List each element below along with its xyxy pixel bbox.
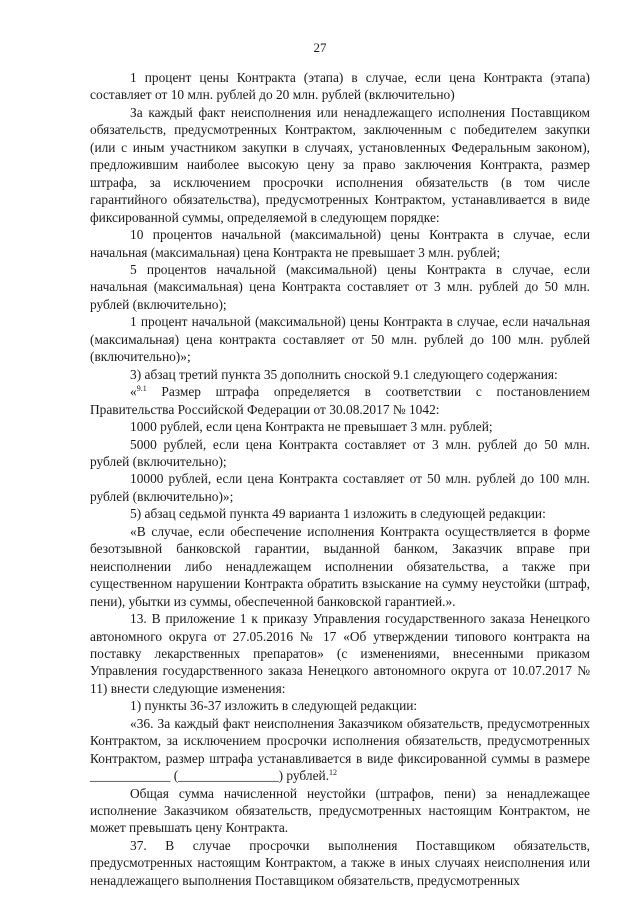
page-number: 27: [313, 40, 327, 55]
paragraph-15: «36. За каждый факт неисполнения Заказчиком обязательств, предусмотренных Контрактом, за исключением просрочки исполнения обязательств, предусмотренных Контрактом, размер штрафа устанавливается в виде фиксированной суммы в размере ____________ (_______________) рублей.$^{12}$: [90, 715, 590, 784]
paragraph-11: 5) абзац седьмой пункта 49 варианта 1 изложить в следующей редакции:: [130, 506, 546, 522]
paragraph-9: 5000 рублей, если цена Контракта составляет от 3 млн. рублей до 50 млн. рублей (включительно);: [90, 436, 590, 469]
paragraph-10: 10000 рублей, если цена Контракта составляет от 50 млн. рублей до 100 млн. рублей (включительно)»;: [90, 471, 590, 504]
paragraph-5: 1 процент начальной (максимальной) цены Контракта в случае, если начальная (максимальная) цена контракта составляет от 50 млн. рублей до 100 млн. рублей (включительно)»;: [90, 314, 590, 365]
paragraph-7: «$^{9.1}$ Размер штрафа определяется в соответствии с постановлением Правительства Российской Федерации от 30.08.2017 № 1042:: [90, 384, 590, 417]
paragraph-13: 13. В приложение 1 к приказу Управления государственного заказа Ненецкого автономного округа от 27.05.2016 № 17 «Об утверждении типового контракта на поставку лекарственных препаратов» (с изменениями, внесенными приказом Управления государственного заказа Ненецкого автономного округа от 10.07.2017 № 11) внести следующие изменения:: [90, 611, 590, 696]
footnote-ref-9-1: 9.1: [136, 384, 147, 394]
paragraph-17: 37. В случае просрочки выполнения Поставщиком обязательств, предусмотренных настоящим Контрактом, а также в иных случаях неисполнения или ненадлежащего выполнения Поставщиком обязательств, предусмотренных: [90, 837, 590, 888]
paragraph-4: 5 процентов начальной (максимальной) цены Контракта в случае, если начальная (максимальная) цена Контракта составляет от 3 млн. рублей до 50 млн. рублей (включительно);: [90, 261, 590, 312]
paragraph-12: «В случае, если обеспечение исполнения Контракта осуществляется в форме безотзывной банковской гарантии, выданной банком, Заказчик вправе при неисполнении либо ненадлежащем исполнении обязательства, а также при существенном нарушении Контракта обратить взыскание на сумму неустойки (штраф, пени), убытки из суммы, обеспеченной банковской гарантией.».: [90, 523, 590, 609]
paragraph-2: За каждый факт неисполнения или ненадлежащего исполнения Поставщиком обязательств, предусмотренных Контрактом, заключенным с победителем закупки (или с иным участником закупки в случаях, установленных Федеральным законом), предложившим наиболее высокую цену за право заключения Контракта, размер штрафа, за исключением просрочки исполнения обязательств (в том числе гарантийного обязательства), предусмотренных Контрактом, устанавливается в виде фиксированной суммы, определяемой в следующем порядке:: [90, 104, 590, 225]
paragraph-3: 10 процентов начальной (максимальной) цены Контракта в случае, если начальная (максимальная) цена Контракта не превышает 3 млн. рублей;: [90, 227, 590, 260]
paragraph-6: 3) абзац третий пункта 35 дополнить сноской 9.1 следующего содержания:: [130, 366, 558, 382]
footnote-ref-12: 12: [329, 768, 338, 778]
paragraph-16: Общая сумма начисленной неустойки (штрафов, пени) за ненадлежащее исполнение Заказчиком обязательств, предусмотренных настоящим Контрактом, не может превышать цену Контракта.: [90, 785, 590, 836]
paragraph-8: 1000 рублей, если цена Контракта не превышает 3 млн. рублей;: [130, 419, 493, 435]
paragraph-14: 1) пункты 36-37 изложить в следующей редакции:: [130, 698, 418, 714]
paragraph-1: 1 процент цены Контракта (этапа) в случае, если цена Контракта (этапа) составляет от 10 млн. рублей до 20 млн. рублей (включительно): [90, 70, 590, 103]
document-body: [90, 69, 590, 889]
